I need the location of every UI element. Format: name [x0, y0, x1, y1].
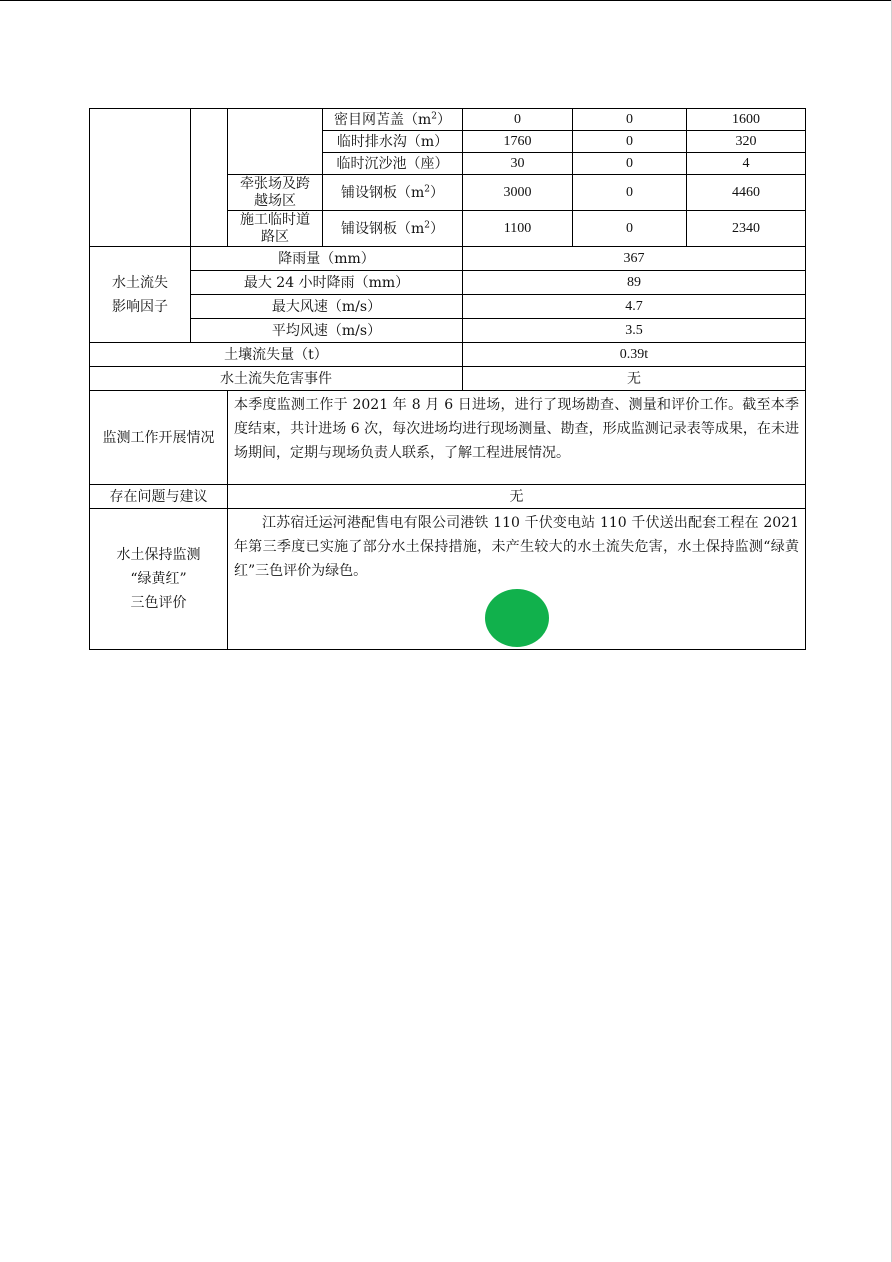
measure-value-3: 4: [687, 153, 806, 175]
measure-value-1: 0: [463, 109, 573, 131]
table-row: [90, 391, 806, 485]
table-row: [90, 367, 806, 391]
measure-value-3: 4460: [687, 175, 806, 211]
green-rating-circle: [485, 589, 549, 647]
table-row: [90, 247, 806, 271]
measure-cell: 密目网苫盖$(m^2)$: [323, 109, 463, 131]
hazard-label: 水土流失危害事件: [90, 367, 463, 391]
measure-cell: 临时沉沙池（座）: [323, 153, 463, 175]
measure-value-2: 0: [573, 109, 687, 131]
factor-value: 89: [463, 271, 806, 295]
monitoring-work-label: 监测工作开展情况: [90, 391, 228, 485]
rating-text: 江苏宿迁运河港配售电有限公司港铁 110 千伏变电站 110 千伏送出配套工程在 2021 年第三季度已实施了部分水土保持措施，未产生较大的水土流失危害，水土保持监测“绿黄红”三色评价为绿色。: [234, 515, 799, 579]
factors-label: 水土流失 影响因子: [90, 247, 191, 343]
monitoring-report-table: [89, 108, 806, 650]
measure-value-3: 320: [687, 131, 806, 153]
measure-value-3: 2340: [687, 211, 806, 247]
blank-merged-cell: [228, 109, 323, 175]
table-row: [90, 109, 806, 131]
rating-cell: [228, 509, 806, 650]
measure-cell: 铺设钢板$(m^2)$: [323, 175, 463, 211]
measure-value-2: 0: [573, 153, 687, 175]
page-top-border: [0, 0, 892, 1]
measure-value-1: 30: [463, 153, 573, 175]
zone-road-cell: 施工临时道 路区: [228, 211, 323, 247]
measure-value-2: 0: [573, 211, 687, 247]
measure-value-2: 0: [573, 131, 687, 153]
measure-value-2: 0: [573, 175, 687, 211]
blank-merged-cell: [191, 109, 228, 247]
table-row: [90, 485, 806, 509]
measure-value-1: 1760: [463, 131, 573, 153]
factor-label: 降雨量（mm）: [191, 247, 463, 271]
factor-value: 4.7: [463, 295, 806, 319]
issues-value: 无: [228, 485, 806, 509]
factor-label: 最大 24 小时降雨（mm）: [191, 271, 463, 295]
measure-value-1: 3000: [463, 175, 573, 211]
table-row: [90, 343, 806, 367]
measure-value-1: 1100: [463, 211, 573, 247]
soil-loss-label: 土壤流失量（t）: [90, 343, 463, 367]
measure-cell: 铺设钢板$(m^2)$: [323, 211, 463, 247]
hazard-value: 无: [463, 367, 806, 391]
monitoring-work-text: 本季度监测工作于 2021 年 8 月 6 日进场，进行了现场勘查、测量和评价工作。截至本季度结束，共计进场 6 次，每次进场均进行现场测量、勘查，形成监测记录表等成果，在未进场期间，定期与现场负责人联系，了解工程进展情况。: [228, 391, 806, 485]
rating-label: 水土保持监测 “绿黄红” 三色评价: [90, 509, 228, 650]
measure-cell: 临时排水沟（m）: [323, 131, 463, 153]
table-row: [90, 509, 806, 650]
issues-label: 存在问题与建议: [90, 485, 228, 509]
measure-value-3: 1600: [687, 109, 806, 131]
factor-value: 3.5: [463, 319, 806, 343]
table-row: [90, 295, 806, 319]
blank-merged-cell: [90, 109, 191, 247]
soil-loss-value: 0.39t: [463, 343, 806, 367]
table-row: [90, 271, 806, 295]
table-row: [90, 319, 806, 343]
factor-label: 最大风速（m/s）: [191, 295, 463, 319]
factor-value: 367: [463, 247, 806, 271]
factor-label: 平均风速（m/s）: [191, 319, 463, 343]
zone-traction-cell: 牵张场及跨 越场区: [228, 175, 323, 211]
